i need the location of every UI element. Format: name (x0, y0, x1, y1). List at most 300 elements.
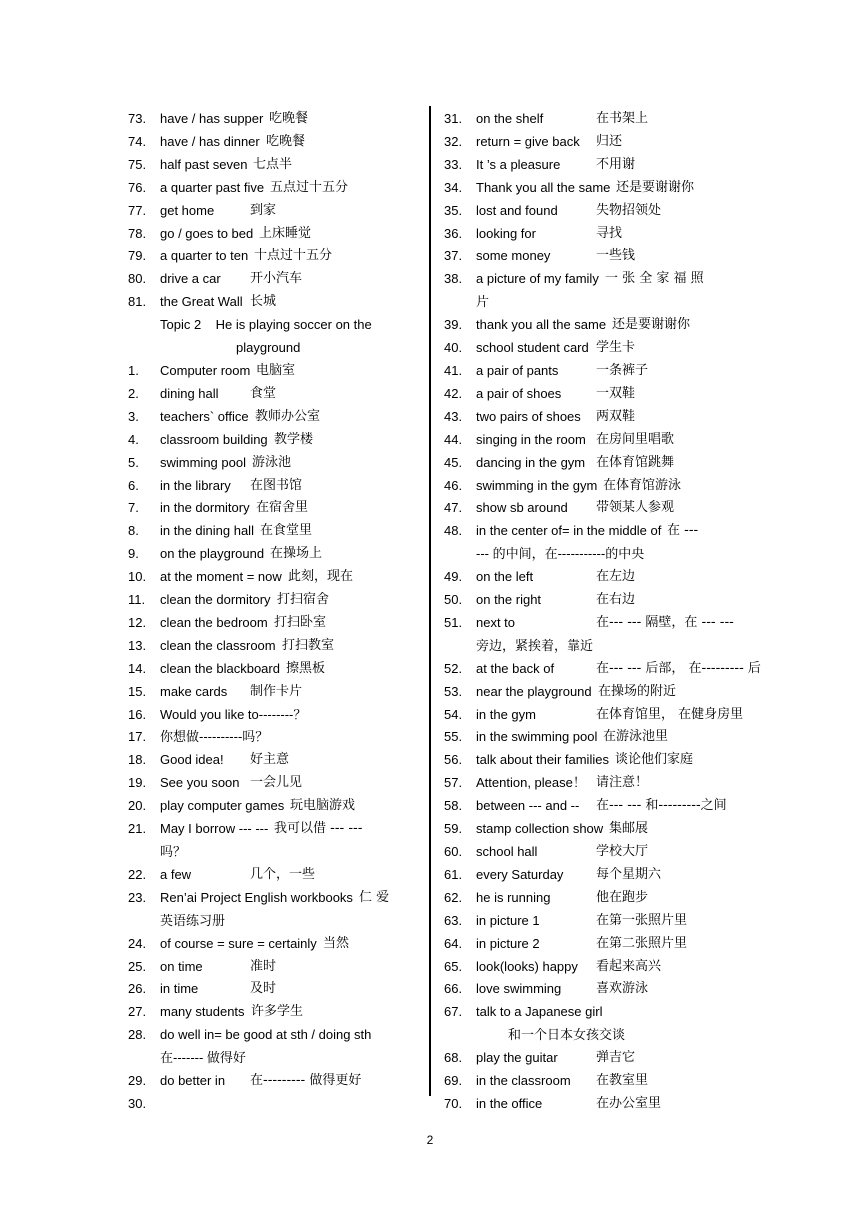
page-number: 2 (426, 1133, 434, 1147)
vocab-entry (128, 429, 418, 452)
entry-chinese: 许多学生 (251, 1004, 304, 1020)
entry-chinese: 教师办公室 (255, 408, 321, 424)
entry-english: a quarter past five (160, 179, 265, 195)
entry-english: on the shelf (476, 111, 544, 126)
entry-chinese: 在--- --- 后部， 在--------- 后 (596, 660, 761, 676)
vocab-entry (128, 956, 418, 979)
entry-number: 66. (444, 981, 463, 997)
vocab-entry (128, 795, 418, 818)
entry-chinese: 当然 (323, 935, 350, 951)
entry-chinese: 在体育馆游泳 (603, 477, 682, 493)
entry-chinese: 谈论他们家庭 (615, 752, 694, 768)
entry-english: in picture 1 (476, 912, 540, 928)
vocab-entry (128, 589, 418, 612)
vocab-entry (128, 108, 418, 131)
vocab-entry (444, 681, 736, 704)
entry-continuation: 英语练习册 (160, 912, 226, 928)
entry-number: 21. (128, 821, 147, 837)
entry-english: at the back of (476, 660, 555, 676)
entry-english: dining hall (160, 385, 219, 401)
vocab-entry (128, 383, 418, 406)
entry-english: clean the blackboard (160, 660, 280, 676)
entry-english: go / goes to bed (160, 225, 254, 241)
entry-number: 8. (128, 523, 139, 539)
vocab-entry (128, 749, 418, 772)
entry-number: 18. (128, 752, 147, 768)
entry-chinese: 长城 (250, 294, 277, 310)
entry-english: in the library (160, 477, 231, 493)
entry-english: get home (160, 202, 215, 218)
entry-chinese: 归还 (596, 133, 623, 149)
vocab-entry (128, 131, 418, 154)
entry-chinese: 寻找 (596, 225, 623, 241)
entry-number: 65. (444, 958, 463, 974)
vocab-entry (444, 337, 736, 360)
entry-chinese: 玩电脑游戏 (290, 798, 356, 814)
vocab-entry (444, 933, 736, 956)
entry-chinese: 在左边 (596, 569, 636, 585)
entry-number: 79. (128, 248, 147, 264)
entry-english: talk to a Japanese girl (476, 1004, 603, 1020)
entry-number: 50. (444, 592, 463, 608)
entry-chinese: 学校大厅 (596, 844, 649, 859)
entry-chinese: 请注意！ (596, 775, 649, 791)
entry-english: a few (160, 866, 192, 882)
entry-chinese: 此刻，现在 (288, 569, 354, 585)
entry-number: 33. (444, 156, 463, 172)
entry-number: 48. (444, 523, 463, 539)
entry-english: have / has supper (160, 111, 264, 126)
entry-chinese: 电脑室 (256, 362, 296, 378)
vocab-entry (128, 291, 418, 314)
right-column (444, 108, 761, 1116)
entry-english: in the swimming pool (476, 729, 598, 745)
entry-english: play computer games (160, 798, 285, 814)
entry-english: on the playground (160, 546, 265, 562)
entry-chinese: 在房间里唱歌 (596, 431, 675, 447)
entry-number: 16. (128, 706, 147, 722)
entry-number: 51. (444, 614, 463, 630)
vocab-entry (128, 635, 418, 658)
entry-number: 6. (128, 477, 139, 493)
entry-chinese: 喜欢游泳 (596, 981, 649, 997)
entry-english: look(looks) happy (476, 958, 578, 974)
vocab-entry (444, 1001, 736, 1047)
entry-number: 58. (444, 798, 463, 814)
entry-chinese: 学生卡 (596, 340, 636, 356)
entry-number: 4. (128, 431, 139, 447)
entry-english: a pair of shoes (476, 385, 562, 401)
vocab-entry (444, 589, 736, 612)
vocab-entry (444, 910, 736, 933)
vocab-entry (444, 887, 736, 910)
entry-english: at the moment = now (160, 569, 282, 585)
vocab-entry (128, 360, 418, 383)
vocab-entry (444, 520, 736, 566)
entry-english: swimming in the gym (476, 477, 598, 493)
entry-english: in the office (476, 1095, 543, 1111)
entry-number: 55. (444, 729, 463, 745)
entry-number: 12. (128, 614, 147, 630)
entry-number: 11. (128, 592, 146, 608)
entry-chinese: 七点半 (253, 156, 293, 172)
column-divider (429, 106, 431, 1096)
entry-english: Thank you all the same (476, 179, 611, 195)
entry-chinese: 在办公室里 (596, 1095, 662, 1111)
entry-english: in time (160, 981, 199, 997)
vocab-entry (128, 452, 418, 475)
vocab-entry (444, 841, 736, 864)
entry-english: show sb around (476, 500, 568, 516)
entry-english: in the classroom (476, 1073, 571, 1089)
vocab-entry (128, 268, 418, 291)
entry-chinese: 一双鞋 (596, 385, 636, 401)
entry-chinese: 好主意 (250, 752, 290, 768)
entry-english: in the gym (476, 706, 536, 722)
topic-heading-line2: playground (236, 340, 301, 356)
vocab-entry (444, 956, 736, 979)
entry-number: 31. (444, 111, 463, 126)
vocab-entry (128, 1070, 418, 1093)
entry-number: 26. (128, 981, 147, 997)
vocab-entry (444, 452, 736, 475)
entry-number: 81. (128, 294, 147, 310)
entry-chinese: 吃晚餐 (269, 111, 309, 126)
vocab-entry (444, 818, 736, 841)
entry-english: teachers` office (160, 408, 249, 424)
vocab-entry (444, 978, 736, 1001)
entry-number: 46. (444, 477, 463, 493)
vocab-entry (444, 360, 736, 383)
entry-number: 15. (128, 683, 147, 699)
entry-chinese: 在图书馆 (250, 477, 303, 493)
vocab-entry (128, 681, 418, 704)
entry-chinese: 失物招领处 (596, 202, 662, 218)
entry-chinese: 在书架上 (596, 111, 649, 126)
entry-english: stamp collection show (476, 821, 604, 837)
vocab-entry (444, 704, 744, 727)
entry-number: 67. (444, 1004, 463, 1020)
entry-chinese: 在操场上 (270, 546, 323, 562)
entry-number: 42. (444, 385, 463, 401)
entry-chinese: 几个，一些 (250, 866, 316, 882)
entry-chinese: 打扫宿舍 (277, 592, 330, 608)
vocab-entry (444, 406, 736, 429)
entry-chinese: 打扫卧室 (274, 614, 327, 630)
entry-number: 64. (444, 935, 463, 951)
entry-number: 19. (128, 775, 147, 791)
entry-english: do well in= be good at sth / doing sth (160, 1027, 372, 1043)
vocab-entry (128, 154, 418, 177)
entry-chinese: 看起来高兴 (596, 958, 662, 974)
vocab-entry (128, 1001, 418, 1024)
entry-number: 74. (128, 133, 147, 149)
entry-english: in the dining hall (160, 523, 254, 539)
entry-english: return = give back (476, 133, 580, 149)
topic-heading (128, 314, 418, 360)
entry-english: looking for (476, 225, 536, 241)
entry-number: 27. (128, 1004, 147, 1020)
entry-english: Ren’ai Project English workbooks (160, 889, 353, 905)
entry-number: 54. (444, 706, 463, 722)
entry-chinese: 带领某人参观 (596, 500, 675, 516)
entry-continuation: 和一个日本女孩交谈 (508, 1027, 626, 1043)
entry-english: near the playground (476, 683, 592, 699)
vocab-entry (128, 1024, 418, 1070)
vocab-entry (128, 887, 418, 933)
entry-number: 63. (444, 912, 463, 928)
entry-number: 77. (128, 202, 147, 218)
vocab-entry (128, 978, 418, 1001)
entry-english: Attention, please！ (476, 775, 586, 791)
entry-number: 75. (128, 156, 147, 172)
entry-english: many students (160, 1004, 245, 1020)
entry-chinese: 我可以借 --- --- (274, 821, 363, 837)
entry-english: 你想做----------吗？ (160, 729, 269, 745)
entry-continuation: 旁边，紧挨着，靠近 (476, 637, 594, 653)
vocab-entry (128, 475, 418, 498)
entry-chinese: 一会儿见 (250, 775, 303, 791)
entry-english: in picture 2 (476, 935, 540, 951)
entry-number: 25. (128, 958, 147, 974)
entry-number: 44. (444, 431, 463, 447)
entry-english: clean the dormitory (160, 592, 271, 608)
entry-number: 23. (128, 889, 147, 905)
entry-number: 76. (128, 179, 147, 195)
entry-number: 30. (128, 1095, 147, 1111)
entry-english: he is running (476, 889, 551, 905)
entry-number: 36. (444, 225, 463, 241)
entry-english: lost and found (476, 202, 558, 218)
entry-chinese: 仁 爱 (359, 889, 390, 905)
vocab-entry (444, 154, 736, 177)
entry-english: It ’s a pleasure (476, 156, 561, 172)
vocab-entry (444, 726, 736, 749)
entry-number: 35. (444, 202, 463, 218)
vocab-entry (444, 383, 736, 406)
entry-english: talk about their families (476, 752, 609, 768)
entry-continuation: 片 (476, 294, 490, 310)
entry-number: 70. (444, 1095, 463, 1111)
vocab-entry (444, 131, 736, 154)
entry-chinese: 在第二张照片里 (596, 935, 688, 951)
entry-chinese: 在宿舍里 (256, 500, 309, 516)
entry-english: of course = sure = certainly (160, 935, 317, 951)
vocab-entry (444, 108, 736, 131)
entry-number: 38. (444, 271, 463, 287)
vocab-entry (128, 566, 418, 589)
entry-english: dancing in the gym (476, 454, 586, 470)
entry-chinese: 打扫教室 (282, 637, 335, 653)
entry-english: swimming pool (160, 454, 246, 470)
entry-english: on the left (476, 569, 534, 585)
entry-number: 60. (444, 844, 463, 859)
vocab-entry (128, 726, 418, 749)
entry-english: next to (476, 614, 516, 630)
entry-chinese: 到家 (250, 202, 277, 218)
entry-chinese: 在操场的附近 (598, 683, 677, 699)
vocab-entry (128, 200, 418, 223)
entry-english: play the guitar (476, 1050, 558, 1066)
entry-chinese: 还是要谢谢你 (612, 317, 691, 333)
entry-english: school student card (476, 340, 589, 356)
entry-chinese: 在--------- 做得更好 (250, 1073, 362, 1089)
vocab-entry (444, 245, 736, 268)
vocab-entry (444, 749, 736, 772)
entry-english: clean the bedroom (160, 614, 268, 630)
entry-english: the Great Wall (160, 294, 243, 310)
entry-chinese: 在体育馆里， 在健身房里 (596, 706, 744, 722)
entry-number: 47. (444, 500, 463, 516)
entry-number: 52. (444, 660, 463, 676)
entry-chinese: 食堂 (250, 385, 277, 401)
entry-number: 57. (444, 775, 463, 791)
vocab-entry (128, 933, 418, 956)
entry-number: 73. (128, 111, 147, 126)
entry-english: clean the classroom (160, 637, 276, 653)
vocab-entry (444, 223, 736, 246)
entry-chinese: 两双鞋 (596, 408, 636, 424)
entry-chinese: 在食堂里 (260, 523, 313, 539)
entry-chinese: 在第一张照片里 (596, 912, 688, 928)
entry-chinese: 他在跑步 (596, 889, 649, 905)
entry-chinese: 弹吉它 (596, 1050, 636, 1066)
entry-number: 34. (444, 179, 463, 195)
entry-english: Would you like to--------？ (160, 706, 307, 722)
entry-number: 29. (128, 1073, 147, 1089)
entry-chinese: 一 张 全 家 福 照 (605, 271, 704, 287)
entry-chinese: 上床睡觉 (259, 225, 312, 241)
entry-number: 43. (444, 408, 463, 424)
entry-number: 7. (128, 500, 139, 516)
vocab-entry (444, 772, 736, 795)
entry-chinese: 吃晚餐 (266, 133, 306, 149)
entry-number: 61. (444, 866, 463, 882)
entry-chinese: 在体育馆跳舞 (596, 454, 675, 470)
entry-continuation: 在------- 做得好 (160, 1050, 246, 1066)
entry-number: 68. (444, 1050, 463, 1066)
entry-number: 14. (128, 660, 147, 676)
entry-english: Computer room (160, 362, 251, 378)
left-column (128, 108, 418, 1116)
entry-number: 40. (444, 340, 463, 356)
vocab-entry (128, 772, 418, 795)
entry-number: 13. (128, 637, 147, 653)
entry-english: every Saturday (476, 866, 564, 882)
entry-chinese: 在--- --- 隔壁，在 --- --- (596, 614, 734, 630)
vocab-entry (128, 818, 418, 864)
entry-english: thank you all the same (476, 317, 607, 333)
entry-number: 56. (444, 752, 463, 768)
entry-english: May I borrow --- --- (160, 821, 269, 837)
vocab-entry (128, 1093, 418, 1116)
entry-number: 2. (128, 385, 139, 401)
entry-number: 62. (444, 889, 463, 905)
entry-chinese: 五点过十五分 (270, 179, 349, 195)
vocab-entry (128, 406, 418, 429)
entry-english: do better in (160, 1073, 226, 1089)
entry-number: 59. (444, 821, 463, 837)
entry-number: 32. (444, 133, 463, 149)
entry-chinese: 在--- --- 和---------之间 (596, 798, 727, 814)
entry-chinese: 教学楼 (274, 431, 314, 447)
entry-chinese: 集邮展 (609, 821, 649, 837)
entry-number: 5. (128, 454, 139, 470)
entry-chinese: 每个星期六 (596, 866, 662, 882)
entry-chinese: 开小汽车 (250, 271, 303, 287)
entry-english: some money (476, 248, 551, 264)
vocab-entry (444, 612, 736, 658)
vocab-entry (444, 864, 736, 887)
entry-chinese: 不用谢 (596, 156, 636, 172)
entry-number: 53. (444, 683, 463, 699)
entry-english: in the center of= in the middle of (476, 523, 662, 539)
vocab-entry (444, 497, 736, 520)
entry-number: 45. (444, 454, 463, 470)
entry-number: 17. (128, 729, 147, 745)
entry-english: love swimming (476, 981, 562, 997)
entry-number: 20. (128, 798, 147, 814)
vocab-entry (128, 177, 418, 200)
entry-english: two pairs of shoes (476, 408, 581, 424)
entry-chinese: 十点过十五分 (254, 248, 333, 264)
entry-number: 80. (128, 271, 147, 287)
vocab-entry (444, 1093, 736, 1116)
vocab-entry (128, 704, 418, 727)
entry-english: singing in the room (476, 431, 586, 447)
entry-number: 49. (444, 569, 463, 585)
vocab-entry (444, 475, 736, 498)
entry-english: See you soon (160, 775, 240, 791)
entry-number: 9. (128, 546, 139, 562)
vocab-entry (444, 566, 736, 589)
entry-english: make cards (160, 683, 228, 699)
entry-chinese: 制作卡片 (250, 683, 303, 699)
vocab-entry (444, 658, 761, 681)
vocab-entry (444, 200, 736, 223)
vocab-entry (128, 520, 418, 543)
entry-number: 69. (444, 1073, 463, 1089)
entry-english: a picture of my family (476, 271, 599, 287)
entry-chinese: 一条裤子 (596, 362, 649, 378)
topic-heading-line1: Topic 2 He is playing soccer on the (160, 317, 372, 333)
vocab-entry (444, 795, 736, 818)
entry-chinese: 在 --- (667, 523, 699, 539)
entry-number: 3. (128, 408, 139, 424)
vocab-entry (444, 1047, 736, 1070)
entry-english: half past seven (160, 156, 248, 172)
vocab-entry (128, 612, 418, 635)
vocab-entry (128, 223, 418, 246)
vocab-entry (128, 543, 418, 566)
vocab-entry (444, 268, 736, 314)
vocab-entry (128, 245, 418, 268)
entry-english: between --- and -- (476, 798, 580, 814)
vocab-entry (444, 177, 736, 200)
entry-english: on time (160, 958, 203, 974)
entry-english: a quarter to ten (160, 248, 249, 264)
entry-number: 22. (128, 866, 147, 882)
entry-number: 10. (128, 569, 147, 585)
entry-chinese: 在右边 (596, 592, 636, 608)
entry-english: Good idea! (160, 752, 224, 768)
vocab-entry (128, 497, 418, 520)
entry-chinese: 擦黑板 (286, 660, 326, 676)
entry-continuation: 吗？ (160, 844, 187, 859)
entry-continuation: --- 的中间，在-----------的中央 (476, 546, 645, 562)
entry-number: 39. (444, 317, 463, 333)
entry-number: 41. (444, 362, 463, 378)
